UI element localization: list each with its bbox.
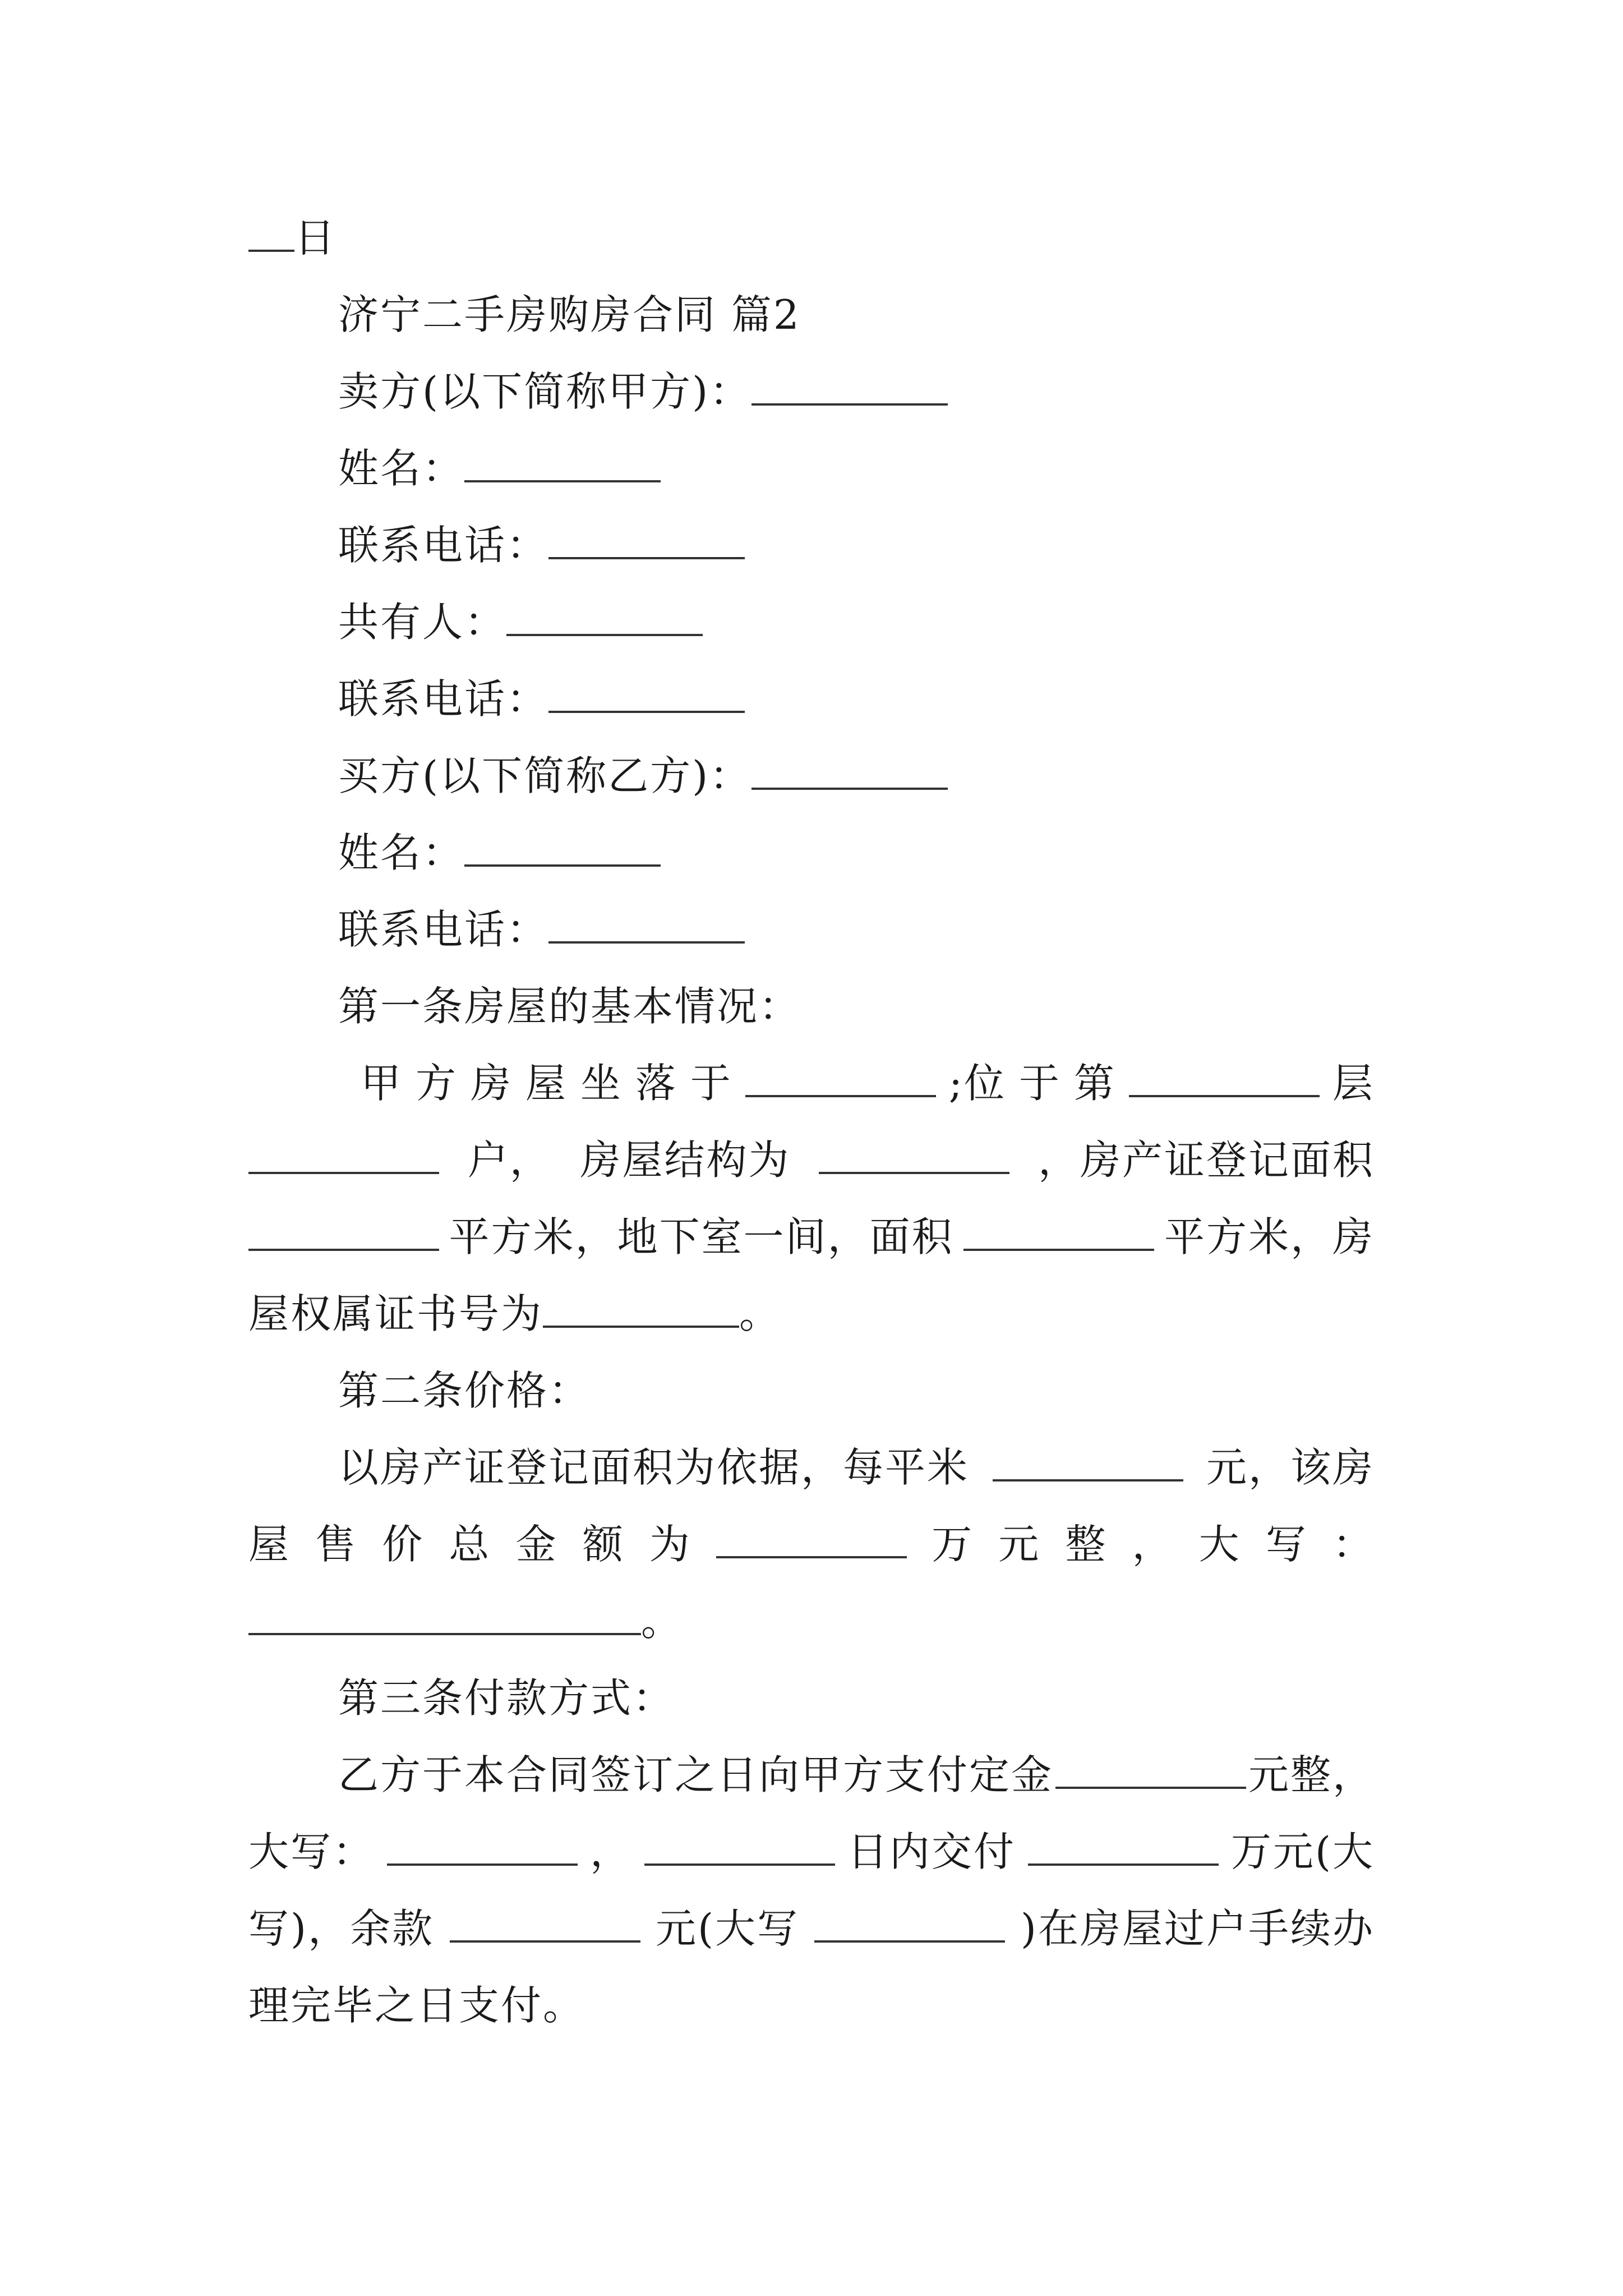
a1l1-char: 层 <box>1332 1060 1375 1107</box>
co-owner-blank <box>506 601 703 636</box>
buyer-name-label: 姓名： <box>338 829 465 876</box>
seller-label: 卖方(以下简称甲方)： <box>338 368 752 415</box>
a2l1-text: 元，该房 <box>1206 1444 1375 1491</box>
seller-phone-line <box>248 507 1375 584</box>
article3-line1-justified <box>248 1737 1375 1814</box>
days-blank <box>644 1831 835 1866</box>
a2l2-char: 价 <box>382 1521 425 1568</box>
a1l1-char: 第 <box>1073 1060 1116 1107</box>
article3-line2 <box>248 1814 1375 1890</box>
a2l2-char: 总 <box>449 1521 491 1568</box>
date-line <box>248 200 1375 277</box>
certificate-blank <box>543 1293 739 1328</box>
article1-line2-justified <box>248 1122 1375 1199</box>
area-blank <box>248 1216 439 1251</box>
buyer-line <box>248 738 1375 815</box>
a2l2-char: 整 <box>1065 1521 1108 1568</box>
deposit-words-blank <box>387 1831 578 1866</box>
article1-line2 <box>248 1122 1375 1199</box>
article1-line3 <box>248 1199 1375 1276</box>
article2-line2-justified <box>248 1506 1375 1583</box>
a3l2-text: 万元(大 <box>1230 1828 1375 1875</box>
section-title: 济宁二手房购房合同 篇2 <box>338 291 801 338</box>
a3l2-text: 大写： <box>248 1828 375 1875</box>
article3-heading: 第三条付款方式： <box>338 1674 675 1722</box>
article2-line2 <box>248 1506 1375 1583</box>
a1l2-text: 户， <box>467 1137 552 1184</box>
article1-line1 <box>248 1045 1375 1122</box>
a1l1-char: 房 <box>470 1060 513 1107</box>
article1-line4 <box>248 1276 1375 1352</box>
buyer-blank <box>751 755 948 790</box>
co-owner-label: 共有人： <box>338 599 507 646</box>
a2l2-char: 写 <box>1265 1521 1308 1568</box>
unit-price-blank <box>993 1447 1183 1481</box>
article3-line3 <box>248 1890 1375 1967</box>
buyer-phone-line <box>248 891 1375 968</box>
a3l1-text: 乙方于本合同签订之日向甲方支付定金 <box>338 1751 1054 1798</box>
a2l2-char: 售 <box>315 1521 358 1568</box>
a3l3-text: 元(大写 <box>655 1905 800 1952</box>
a2l1-text: 以房产证登记面积为依据，每平米 <box>338 1444 970 1491</box>
article3-line3-justified <box>248 1890 1375 1967</box>
seller-phone-blank <box>548 524 745 559</box>
a2l3-text: 。 <box>641 1598 684 1645</box>
co-owner-phone-blank <box>548 678 745 713</box>
a1l1-char: 落 <box>635 1060 677 1107</box>
a3l2-text: 日内交付 <box>847 1828 1016 1875</box>
a2l2-char: 万 <box>932 1521 974 1568</box>
seller-blank <box>751 371 948 406</box>
a1l1-char: 方 <box>415 1060 458 1107</box>
a2l2-char: ： <box>1332 1521 1375 1568</box>
balance-blank <box>450 1908 640 1943</box>
basement-area-blank <box>963 1216 1154 1251</box>
co-owner-line <box>248 584 1375 661</box>
co-owner-phone-label: 联系电话： <box>338 675 549 723</box>
a1l1-char: 于 <box>690 1060 732 1107</box>
a2l2-char: 大 <box>1198 1521 1241 1568</box>
a1l3-text: 平方米，房 <box>1164 1213 1375 1260</box>
total-price-blank <box>716 1524 907 1558</box>
a2l2-char: 为 <box>649 1521 691 1568</box>
a2l2-char: 屋 <box>248 1521 291 1568</box>
a1l1-char: 屋 <box>525 1060 568 1107</box>
buyer-phone-label: 联系电话： <box>338 906 549 953</box>
seller-name-blank <box>464 448 661 482</box>
a3l1-text: 元整， <box>1248 1751 1375 1798</box>
buyer-name-line <box>248 815 1375 891</box>
location-blank <box>745 1062 936 1097</box>
article1-heading: 第一条房屋的基本情况： <box>338 983 801 1030</box>
a3l3-text: 写)，余款 <box>248 1905 435 1952</box>
seller-line <box>248 353 1375 430</box>
installment-blank <box>1028 1831 1219 1866</box>
article1-line1-justified <box>248 1045 1375 1122</box>
buyer-name-blank <box>464 832 661 867</box>
article3-line4: 理完毕之日支付。 <box>248 1982 585 2029</box>
a2l2-char: ， <box>1132 1521 1174 1568</box>
article2-line1 <box>248 1429 1375 1506</box>
a2l2-char: 金 <box>515 1521 558 1568</box>
seller-name-line <box>248 430 1375 507</box>
a1l4-text: 屋权属证书号为 <box>248 1290 543 1337</box>
total-price-words-blank <box>248 1600 641 1635</box>
article3-line1 <box>248 1737 1375 1814</box>
buyer-phone-blank <box>548 909 745 944</box>
day-blank <box>248 217 294 252</box>
deposit-blank <box>1055 1754 1246 1789</box>
a3l3-text: )在房屋过户手续办 <box>1020 1905 1375 1952</box>
seller-phone-label: 联系电话： <box>338 522 549 569</box>
a1l3-text: 平方米，地下室一间，面积 <box>449 1213 954 1260</box>
a1l4-text: 。 <box>739 1290 782 1337</box>
article1-line3-justified <box>248 1199 1375 1276</box>
article2-line3 <box>248 1583 1375 1660</box>
a2l2-char: 额 <box>582 1521 625 1568</box>
co-owner-phone-line <box>248 661 1375 738</box>
a1l1-char: 坐 <box>580 1060 623 1107</box>
balance-words-blank <box>814 1908 1005 1943</box>
a1l1-char: 于 <box>1018 1060 1061 1107</box>
a3l2-text: ， <box>589 1828 632 1875</box>
day-text: 日 <box>294 214 337 261</box>
a1l2-text: ，房产证登记面积 <box>1038 1137 1375 1184</box>
article2-line1-justified <box>248 1429 1375 1506</box>
buyer-label: 买方(以下简称乙方)： <box>338 752 752 799</box>
a1l1-char: ;位 <box>948 1060 1006 1107</box>
article2-heading: 第二条价格： <box>338 1367 591 1414</box>
seller-name-label: 姓名： <box>338 445 465 492</box>
structure-blank <box>819 1139 1009 1174</box>
a1l1-char: 甲 <box>361 1060 403 1107</box>
a2l2-char: 元 <box>998 1521 1041 1568</box>
article3-line2-justified <box>248 1814 1375 1890</box>
unit-blank <box>248 1139 439 1174</box>
floor-blank <box>1129 1062 1320 1097</box>
a1l2-text: 房屋结构为 <box>580 1137 791 1184</box>
